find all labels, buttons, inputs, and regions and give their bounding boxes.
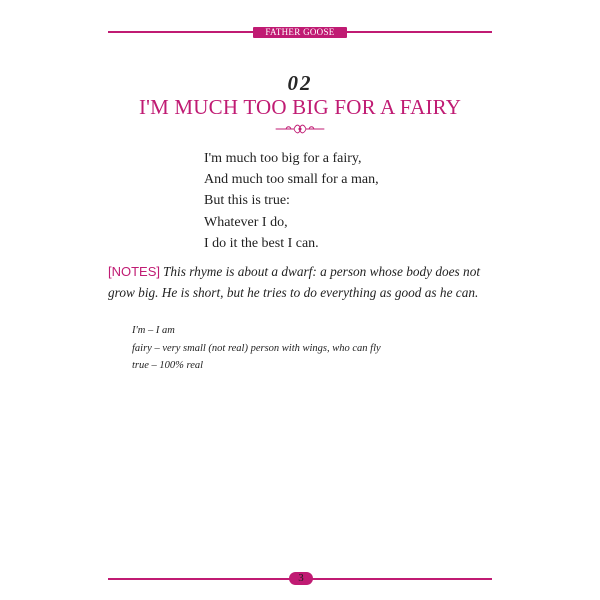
poem-line: I'm much too big for a fairy, <box>204 151 362 166</box>
notes-paragraph <box>108 262 492 303</box>
poem-line: But this is true: <box>204 193 290 209</box>
poem-line: I do it the best I can. <box>204 235 319 251</box>
notes-tag: [NOTES] <box>108 264 161 279</box>
vocab-item: fairy – very small (not real) person with wings, who can fly <box>132 342 381 354</box>
notes-text: This rhyme is about a dwarf: a person whose body does not grow big. He is short, but he tries to do everything as good as he can. <box>108 264 481 300</box>
chapter-title: I'M MUCH TOO BIG FOR A FAIRY <box>138 95 462 119</box>
page-number: 3 <box>298 572 304 584</box>
poem-text <box>204 148 504 254</box>
vocab-item: true – 100% real <box>132 360 204 371</box>
running-title: FATHER GOOSE <box>253 27 347 38</box>
chapter-number: 02 <box>287 71 313 95</box>
poem-line: And much too small for a man, <box>204 172 379 188</box>
vocab-item: I'm – I am <box>132 325 175 336</box>
vocabulary-list <box>132 322 492 375</box>
flourish-ornament-icon <box>274 122 326 136</box>
poem-line: Whatever I do, <box>204 214 288 230</box>
